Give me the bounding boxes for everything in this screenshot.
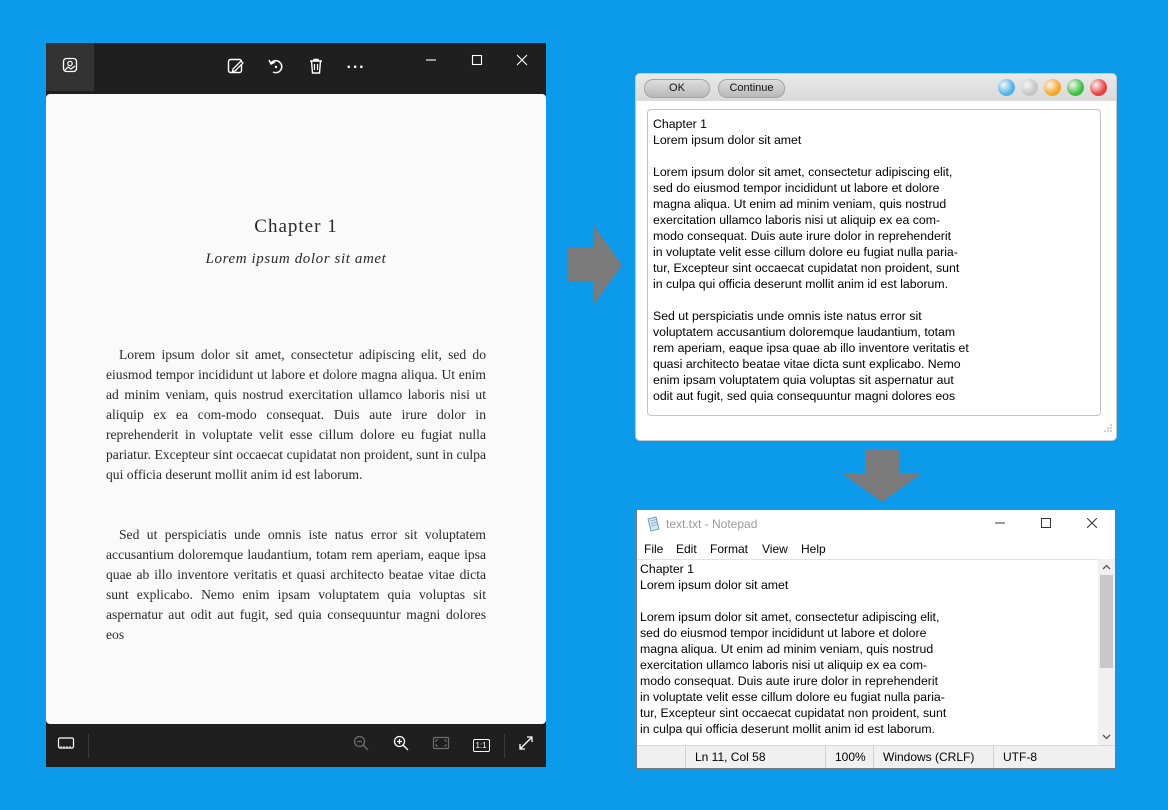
minimize-icon	[425, 53, 437, 71]
fullscreen-icon	[518, 735, 534, 756]
photos-maximize-button[interactable]	[460, 50, 494, 74]
dialog-text: Chapter 1 Lorem ipsum dolor sit amet Lorem ipsum dolor sit amet, consectetur adipiscing elit, sed do eiusmod tempor incididunt ut labore et dolore magna aliqua. Ut enim ad minim veniam, quis nostrud exercitation ullamco laboris nisi ut aliquip ex ea com- modo consequat. Duis aute irure dolor in reprehenderit in voluptate velit esse cillum dolore eu fugiat nulla paria- tur, Excepteur sint occaecat cupidatat non proident, sunt in culpa qui officia deserunt mollit anim id est laborum. Sed ut perspiciatis unde omnis iste natus error sit voluptatem accusantium doloremque laudantium, totam rem aperiam, eaque ipsa quae ab illo inventore veritatis et quasi architecto beatae vitae dicta sunt explicabo. Nemo enim ipsam voluptatem quia voluptas sit aspernatur aut odit aut fugit, sed quia consequuntur magni dolores eos	[653, 117, 969, 403]
dialog-dot-red[interactable]	[1090, 79, 1107, 96]
menu-help[interactable]: Help	[801, 542, 826, 556]
dialog-dot-blue[interactable]	[998, 79, 1015, 96]
notepad-statusbar	[637, 745, 1115, 769]
dialog-titlebar	[636, 74, 1116, 101]
notepad-titlebar	[637, 510, 1115, 538]
vertical-scrollbar[interactable]	[1098, 559, 1115, 745]
photos-close-button[interactable]	[505, 50, 539, 74]
resize-grip-icon[interactable]	[1104, 419, 1112, 437]
chapter-subtitle: Lorem ipsum dolor sit amet	[205, 251, 387, 267]
photos-toolbar	[46, 43, 546, 94]
close-icon	[1087, 515, 1097, 533]
scroll-up-icon[interactable]	[1100, 560, 1113, 574]
delete-button[interactable]	[303, 55, 329, 81]
status-encoding: UTF-8	[993, 746, 1115, 769]
page-paragraph-1: Lorem ipsum dolor sit amet, consectetur adipiscing elit, sed do eiusmod tempor incididunt ut labore et dolore magna aliqua. Ut enim ad minim veniam, quis nostrud exercitation ullamco laboris nisi ut aliquip ex ea com-modo consequat. Duis aute irure dolor in reprehenderit in voluptate velit esse cillum dolore eu fugiat nulla pariatur. Excepteur sint occaecat cupidatat non proident, sunt in culpa qui officia deserunt mollit anim id est laborum.	[106, 347, 486, 482]
dialog-text-area[interactable]	[647, 109, 1101, 416]
chapter-title: Chapter 1	[254, 216, 338, 237]
trash-icon	[307, 57, 325, 80]
more-button[interactable]	[343, 55, 369, 81]
maximize-icon	[471, 53, 483, 71]
filmstrip-button[interactable]	[54, 734, 78, 756]
rotate-button[interactable]	[263, 55, 289, 81]
zoom-in-icon	[393, 735, 409, 756]
edit-image-icon	[227, 57, 245, 80]
photos-viewer-window	[46, 43, 546, 767]
zoom-out-icon	[353, 735, 369, 756]
dialog-dot-orange[interactable]	[1044, 79, 1061, 96]
dialog-dot-gray[interactable]	[1021, 79, 1038, 96]
actual-size-icon: 1:1	[473, 739, 490, 752]
photos-bottom-bar	[46, 724, 546, 767]
filmstrip-icon	[57, 736, 75, 755]
image-gallery-icon	[62, 57, 78, 78]
text-preview-dialog	[636, 74, 1116, 440]
fit-to-window-button[interactable]	[429, 734, 453, 756]
edit-image-button[interactable]	[223, 55, 249, 81]
more-icon: ···	[346, 59, 366, 76]
dialog-dot-green[interactable]	[1067, 79, 1084, 96]
notepad-window	[636, 509, 1116, 769]
notepad-close-button[interactable]	[1069, 510, 1115, 538]
actual-size-button[interactable]	[469, 734, 493, 756]
maximize-icon	[1041, 515, 1051, 533]
continue-button[interactable]: Continue	[718, 79, 785, 98]
ok-button[interactable]: OK	[644, 79, 710, 98]
menu-view[interactable]: View	[762, 542, 788, 556]
page-paragraph-2: Sed ut perspiciatis unde omnis iste natus error sit voluptatem accusantium doloremque laudantium, totam rem aperiam, eaque ipsa quae ab illo inventore veritatis et quasi architecto beatae vitae dicta sunt explicabo. Nemo enim ipsam voluptatem quia voluptas sit aspernatur aut odit aut fugit, sed quia consequuntur magni dolores eos	[106, 527, 486, 642]
notepad-minimize-button[interactable]	[977, 510, 1023, 538]
bottom-bar-divider-2	[504, 734, 505, 758]
menu-format[interactable]: Format	[710, 542, 749, 556]
down-arrow	[843, 450, 921, 507]
menu-file[interactable]: File	[644, 542, 664, 556]
bottom-bar-divider	[88, 734, 89, 758]
minimize-icon	[995, 515, 1005, 533]
status-line-ending: Windows (CRLF)	[873, 746, 993, 769]
document-page-image	[46, 94, 546, 724]
scroll-down-icon[interactable]	[1100, 730, 1113, 744]
fullscreen-button[interactable]	[514, 734, 538, 756]
status-cursor-position: Ln 11, Col 58	[685, 746, 825, 769]
status-zoom: 100%	[825, 746, 873, 769]
photos-minimize-button[interactable]	[414, 50, 448, 74]
notepad-text: Chapter 1 Lorem ipsum dolor sit amet Lorem ipsum dolor sit amet, consectetur adipiscing elit, sed do eiusmod tempor incididunt ut labore et dolore magna aliqua. Ut enim ad minim veniam, quis nostrud exercitation ullamco laboris nisi ut aliquip ex ea com- modo consequat. Duis aute irure dolor in reprehenderit in voluptate velit esse cillum dolore eu fugiat nulla paria- tur, Excepteur sint occaecat cupidatat non proident, sunt in culpa qui officia deserunt mollit anim id est laborum.	[640, 562, 947, 736]
notepad-app-icon	[646, 516, 661, 537]
close-icon	[516, 53, 528, 71]
right-arrow	[568, 226, 622, 309]
zoom-out-button[interactable]	[349, 734, 373, 756]
scrollbar-thumb[interactable]	[1100, 575, 1113, 668]
notepad-menubar	[637, 540, 1115, 558]
notepad-title: text.txt - Notepad	[666, 517, 758, 531]
fit-to-window-icon	[432, 736, 450, 755]
menu-edit[interactable]: Edit	[676, 542, 697, 556]
gallery-button[interactable]	[46, 43, 94, 91]
rotate-icon	[267, 57, 285, 80]
notepad-maximize-button[interactable]	[1023, 510, 1069, 538]
notepad-editor[interactable]	[637, 559, 1098, 746]
zoom-in-button[interactable]	[389, 734, 413, 756]
